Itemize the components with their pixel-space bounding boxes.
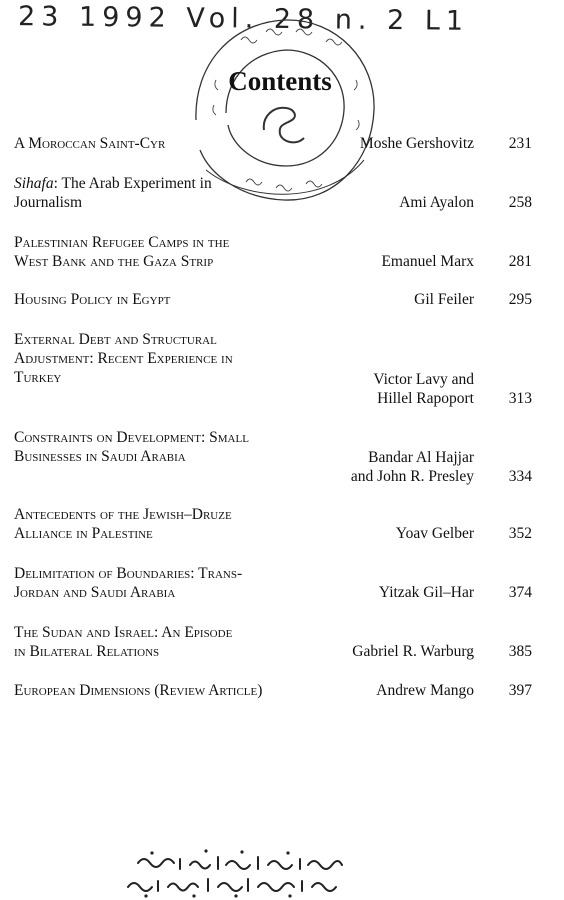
page-number: 281 [508,253,532,270]
article-authors: Moshe Gershovitz [359,135,474,152]
page-number: 397 [508,682,532,699]
article-authors: Victor Lavy and Hillel Rapoport [373,371,474,407]
page-title: Contents [228,66,332,96]
page-number: 295 [508,291,532,308]
article-title: Delimitation of Boundaries: Trans- Jordan and Saudi Arabia [14,565,243,601]
article-title: Sihafa: The Arab Experiment in Journalism [14,175,212,211]
article-title: The Sudan and Israel: An Episode in Bilateral Relations [14,624,233,660]
article-authors: Ami Ayalon [399,194,474,211]
page-number: 385 [508,643,532,660]
page-number: 258 [508,194,532,211]
article-title: A Moroccan Saint-Cyr [14,135,166,152]
page-number: 374 [508,584,532,601]
article-title: Housing Policy in Egypt [14,291,171,308]
article-title: Antecedents of the Jewish–Druze Alliance in Palestine [14,506,232,542]
article-title: European Dimensions (Review Article) [14,682,263,699]
handwritten-note: 23 1992 Vol. 28 n. 2 L1 [17,1,470,37]
article-authors: Yoav Gelber [395,525,474,542]
article-authors: Yitzak Gil–Har [378,584,474,601]
article-title: Palestinian Refugee Camps in the West Bank and the Gaza Strip [14,234,230,270]
page-number: 334 [508,468,532,485]
article-title: External Debt and Structural Adjustment: Recent Experience in Turkey [14,331,233,386]
arabic-institution-stamp [118,845,358,900]
article-authors: Emanuel Marx [381,253,474,270]
page-number: 231 [508,135,532,152]
article-authors: Bandar Al Hajjar and John R. Presley [350,449,474,485]
article-authors: Gil Feiler [414,291,474,308]
article-title: Constraints on Development: Small Businesses in Saudi Arabia [14,429,249,465]
page-number: 313 [508,390,532,407]
article-authors: Andrew Mango [376,682,474,699]
article-authors: Gabriel R. Warburg [352,643,474,660]
page-number: 352 [508,525,532,542]
